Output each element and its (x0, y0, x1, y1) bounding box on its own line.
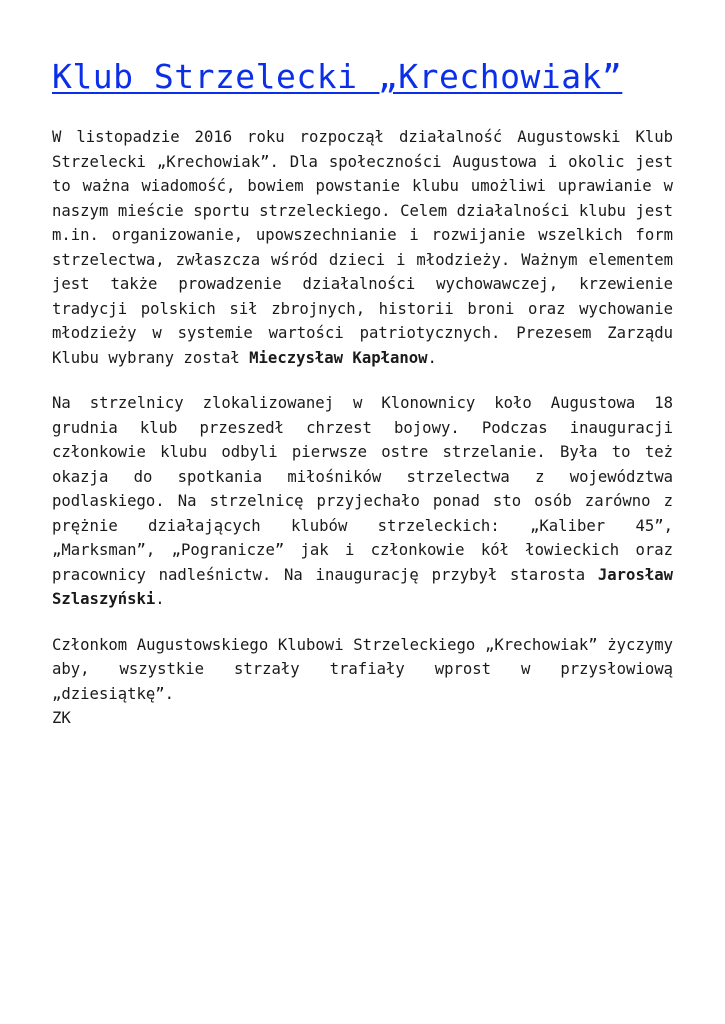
paragraph-2-end: . (155, 590, 165, 608)
article (52, 55, 673, 731)
signature: ZK (52, 709, 71, 727)
paragraph-1-end: . (427, 348, 437, 367)
paragraph-2-text: Na strzelnicy zlokalizowanej w Klonownicy koło Augustowa 18 grudnia klub przeszedł chrzest bojowy. Podczas inauguracji członkowie klubu odbyli pierwsze ostre strzelanie. Była to też okazja do spotkania miłośników strzelectwa z województwa podlaskiego. Na strzelnicę przyjechało ponad sto osób zarówno z prężnie działających klubów strzeleckich: „Kaliber 45”, „Marksman”, „Pogranicze” jak i członkowie kół łowieckich oraz pracownicy nadleśnictw. Na inaugurację przybył starosta (52, 394, 673, 584)
paragraph-1 (52, 125, 673, 370)
starosta-name: Jarosław Szlaszyński (52, 565, 673, 608)
article-title-link[interactable]: Klub Strzelecki „Krechowiak” (52, 57, 623, 96)
article-title (52, 55, 673, 99)
paragraph-1-text: W listopadzie 2016 roku rozpoczął działalność Augustowski Klub Strzelecki „Krechowiak”. Dla społeczności Augustowa i okolic jest to ważna wiadomość, bowiem powstanie klubu umożliwi uprawianie w naszym mieście sportu strzeleckiego. Celem działalności klubu jest m.in. organizowanie, upowszechnianie i rozwijanie wszelkich form strzelectwa, zwłaszcza wśród dzieci i młodzieży. Ważnym elementem jest także prowadzenie działalności wychowawczej, krzewienie tradycji polskich sił zbrojnych, historii broni oraz wychowanie młodzieży w systemie wartości patriotycznych. Prezesem Zarządu Klubu wybrany został (52, 128, 673, 367)
paragraph-2 (52, 391, 673, 612)
paragraph-3: Członkom Augustowskiego Klubowi Strzeleckiego „Krechowiak” życzymy aby, wszystkie strzały trafiały wprost w przysłowiową „dziesiątkę”. (52, 635, 673, 703)
president-name: Mieczysław Kapłanow (249, 348, 428, 367)
